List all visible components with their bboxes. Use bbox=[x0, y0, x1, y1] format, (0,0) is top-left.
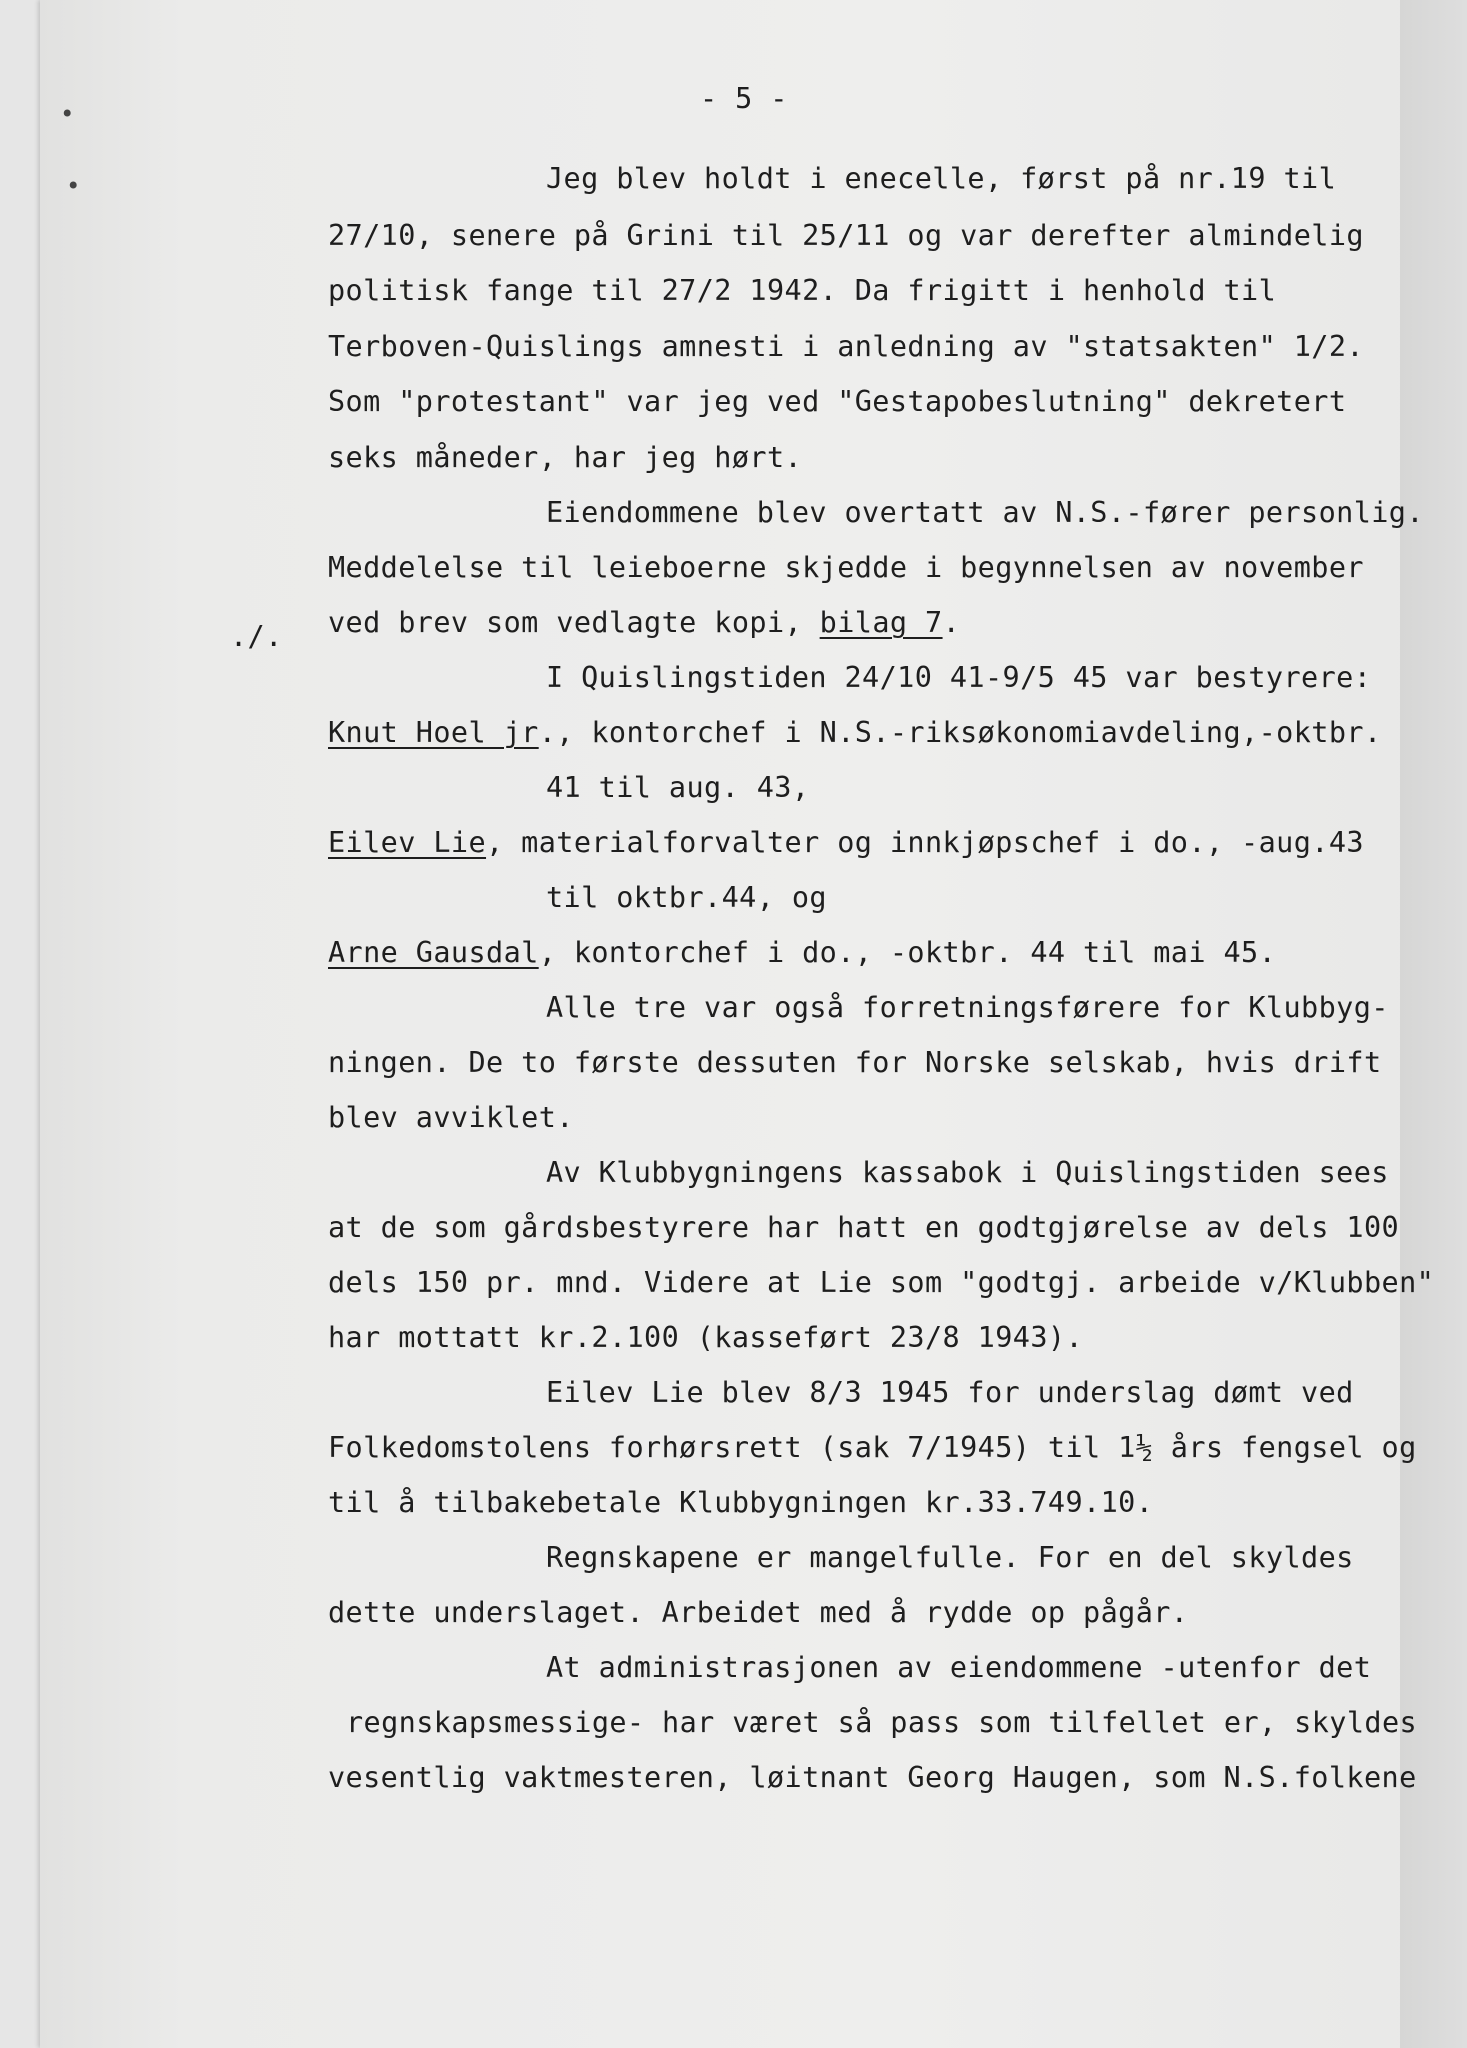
text-line bbox=[328, 441, 802, 474]
text-line bbox=[328, 1321, 1083, 1354]
text-segment: Jeg blev holdt i enecelle, først på nr.19 til bbox=[546, 162, 1337, 195]
text-segment: vesentlig vaktmesteren, løitnant Georg Haugen, som N.S.folkene bbox=[328, 1761, 1417, 1794]
text-line bbox=[546, 881, 827, 914]
text-segment: Eiendommene blev overtatt av N.S.-fører personlig. bbox=[546, 496, 1424, 529]
text-line bbox=[328, 1211, 1399, 1244]
text-segment: 27/10, senere på Grini til 25/11 og var derefter almindelig bbox=[328, 219, 1364, 252]
text-line bbox=[328, 1101, 574, 1134]
text-segment: Regnskapene er mangelfulle. For en del skyldes bbox=[546, 1541, 1354, 1574]
text-segment: Terboven-Quislings amnesti i anledning av "statsakten" 1/2. bbox=[328, 330, 1364, 363]
text-line bbox=[328, 1046, 1382, 1079]
text-line bbox=[328, 330, 1364, 363]
underlined-name: Knut Hoel jr bbox=[328, 716, 539, 749]
underlined-name: Arne Gausdal bbox=[328, 936, 539, 969]
page-number: - 5 - bbox=[700, 82, 788, 115]
text-segment: At administrasjonen av eiendommene -utenfor det bbox=[546, 1651, 1372, 1684]
text-line bbox=[328, 716, 1382, 749]
text-segment: ved brev som vedlagte kopi, bbox=[328, 606, 820, 639]
text-line bbox=[546, 162, 1336, 195]
text-segment: Som "protestant" var jeg ved "Gestapobeslutning" dekretert bbox=[328, 385, 1347, 418]
underlined-name: bilag 7 bbox=[819, 606, 943, 639]
text-segment: politisk fange til 27/2 1942. Da frigitt i henhold til bbox=[328, 274, 1277, 307]
text-segment: , materialforvalter og innkjøpschef i do., -aug.43 bbox=[486, 826, 1364, 859]
text-segment: Eilev Lie blev 8/3 1945 for underslag dømt ved bbox=[546, 1376, 1354, 1409]
text-segment: Meddelelse til leieboerne skjedde i begynnelsen av november bbox=[328, 551, 1364, 584]
text-segment: har mottatt kr.2.100 (kasseført 23/8 1943). bbox=[328, 1321, 1084, 1354]
text-segment: I Quislingstiden 24/10 41-9/5 45 var bestyrere: bbox=[546, 661, 1372, 694]
text-line bbox=[328, 1761, 1417, 1794]
margin-mark: ./. bbox=[230, 620, 283, 653]
punch-mark: • bbox=[66, 172, 81, 200]
text-line bbox=[328, 1486, 1153, 1519]
text-line bbox=[328, 1266, 1434, 1299]
text-segment: Folkedomstolens forhørsrett (sak 7/1945) til 1½ års fengsel og bbox=[328, 1431, 1417, 1464]
text-line bbox=[546, 1541, 1354, 1574]
text-segment: ningen. De to første dessuten for Norske selskab, hvis drift bbox=[328, 1046, 1382, 1079]
page-edge-shadow bbox=[1400, 0, 1467, 2048]
text-segment: . bbox=[942, 606, 961, 639]
text-segment: ., kontorchef i N.S.-riksøkonomiavdeling,-oktbr. bbox=[538, 716, 1382, 749]
text-segment: regnskapsmessige- har været så pass som tilfellet er, skyldes bbox=[346, 1706, 1418, 1739]
text-line bbox=[328, 1596, 1188, 1629]
text-line bbox=[346, 1706, 1417, 1739]
text-line bbox=[328, 936, 1276, 969]
underlined-name: Eilev Lie bbox=[328, 826, 487, 859]
text-line bbox=[546, 661, 1371, 694]
punch-mark: • bbox=[60, 100, 75, 128]
text-line bbox=[328, 219, 1364, 252]
text-line bbox=[328, 385, 1346, 418]
document-page bbox=[40, 0, 1467, 2048]
text-line bbox=[328, 274, 1276, 307]
text-line bbox=[328, 606, 960, 639]
text-segment: til oktbr.44, og bbox=[546, 881, 827, 914]
text-segment: Av Klubbygningens kassabok i Quislingstiden sees bbox=[546, 1156, 1389, 1189]
text-line bbox=[546, 1156, 1389, 1189]
text-line bbox=[546, 991, 1389, 1024]
text-line bbox=[328, 826, 1364, 859]
text-segment: til å tilbakebetale Klubbygningen kr.33.749.10. bbox=[328, 1486, 1154, 1519]
text-segment: Alle tre var også forretningsførere for Klubbyg- bbox=[546, 991, 1389, 1024]
text-segment: 41 til aug. 43, bbox=[546, 771, 810, 804]
text-line bbox=[546, 1651, 1371, 1684]
text-line bbox=[546, 771, 809, 804]
text-segment: seks måneder, har jeg hørt. bbox=[328, 441, 803, 474]
text-segment: , kontorchef i do., -oktbr. 44 til mai 45. bbox=[538, 936, 1277, 969]
text-segment: dette underslaget. Arbeidet med å rydde op pågår. bbox=[328, 1596, 1189, 1629]
text-line bbox=[328, 1431, 1417, 1464]
text-line bbox=[546, 1376, 1354, 1409]
text-segment: dels 150 pr. mnd. Videre at Lie som "godtgj. arbeide v/Klubben" bbox=[328, 1266, 1435, 1299]
text-segment: at de som gårdsbestyrere har hatt en godtgjørelse av dels 100 bbox=[328, 1211, 1400, 1244]
text-line bbox=[546, 496, 1424, 529]
text-line bbox=[328, 551, 1364, 584]
text-segment: blev avviklet. bbox=[328, 1101, 574, 1134]
